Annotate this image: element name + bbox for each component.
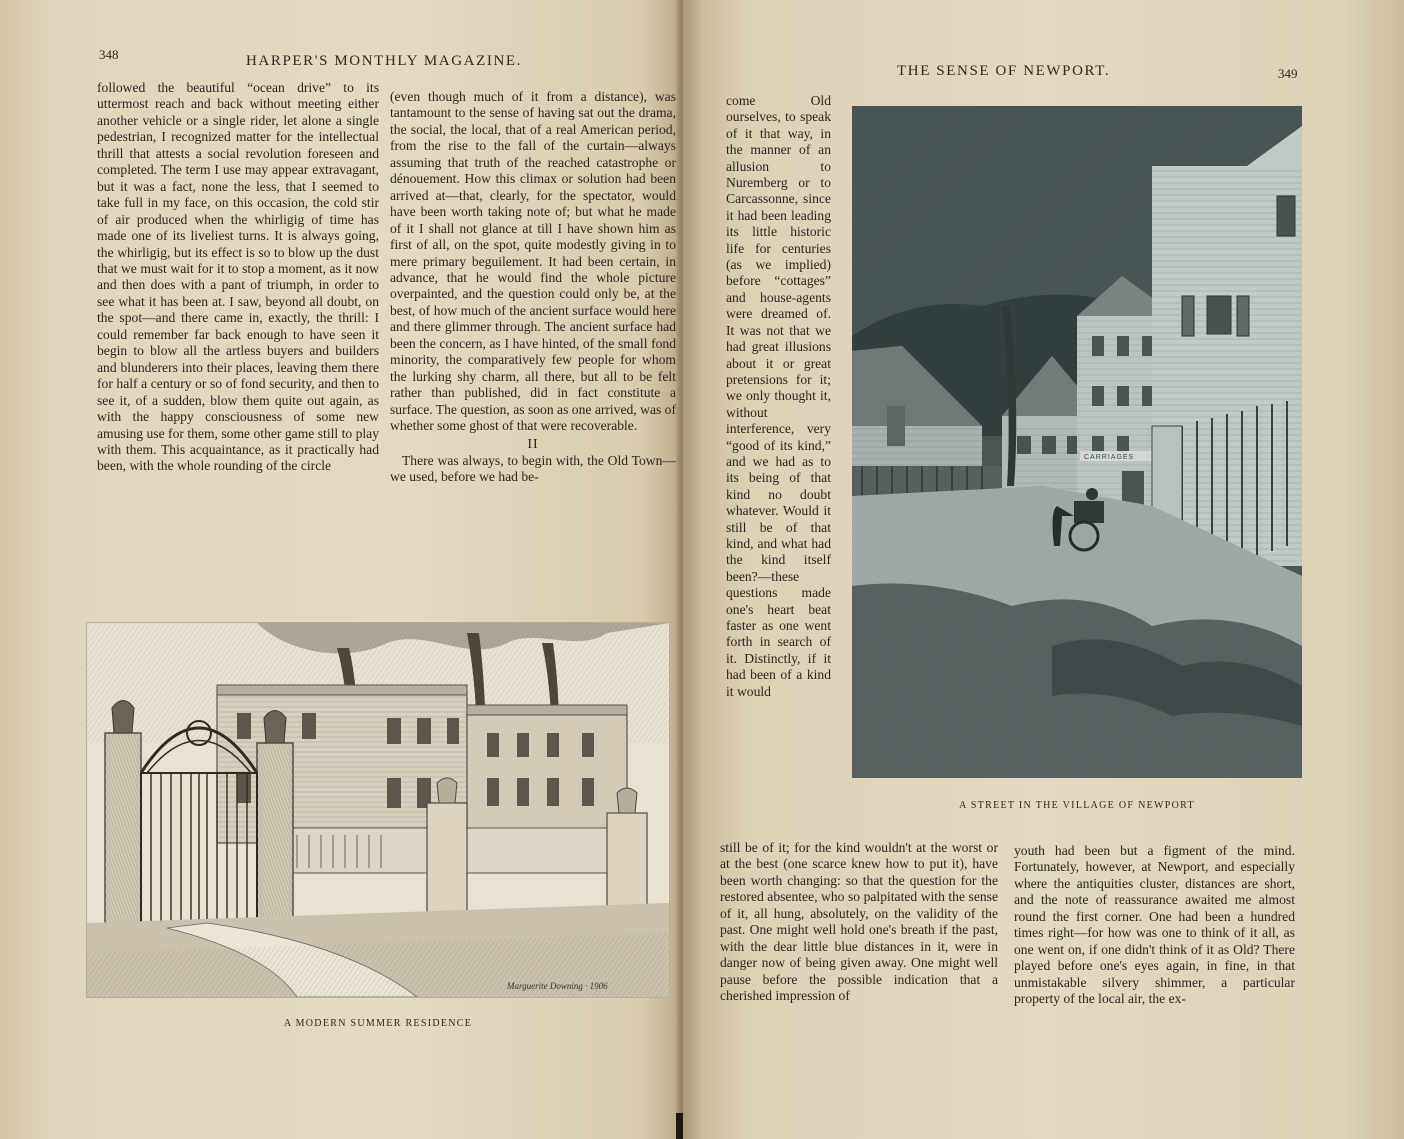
left-page: [0, 0, 683, 1139]
paragraph: followed the beautiful “ocean drive” to its uttermost reach and back without meeting either another vehicle or a single rider, let alone a single pedestrian, I recognized matter for the intellectual thrill that attests a social revolution foreseen and completed. The term I use may appear extravagant, but it was a fact, none the less, that I seemed to take full in my face, on this occasion, the cold stir of air produced when the whirligig of time has made one of its liveliest turns. It is always going, the whirligig, but its effect is so to blow up the dust that we must wait for it to stop a moment, as it now and then does with a pant of triumph, in order to see what it has been at. I saw, beyond all doubt, on the spot—and there came in, exactly, the thrill: I could remember far back enough to have seen it begin to blow all the artless buyers and builders and blunderers into their places, leaving them there for half a century or so of fond security, and then to see it, of a sudden, blow them quite out again, as with the happy consciousness of some new amusing use for them, some other game still to play with them. This acquaintance, as it practically had been, with the whole rounding of the circle: [97, 80, 379, 474]
paragraph: still be of it; for the kind wouldn't at the worst or at the best (one scarce knew how to put it), have been worth changing: so that the question for the restored absentee, who so palpitated with the sense of it, all hung, absolutely, on the validity of the past. One might well hold one's breath if the past, with the dear little blue distances in it, were in danger now of being given away. One might well pause before the possible indication that a cherished impression of: [720, 840, 998, 1004]
page-number-left: 348: [99, 47, 119, 62]
page-number-right: 349: [1278, 66, 1298, 81]
paragraph: come Old ourselves, to speak of it that way, in the manner of an allusion to Nuremberg or to Carcassonne, since it had been leading its little historic life for centuries (as we implied) before “cottages” and house-agents were dreamed of. It was not that we had great illusions about it or great pretensions for it; we only thought it, without interference, very “good of its kind,” and we had as to its being of that kind no doubt whatever. Would it still be of that kind, and what had the kind itself been?—these questions made one's heart beat faster as one went forth in search of it. Distinctly, if it had been of a kind it would: [726, 93, 831, 699]
caption-summer-residence: A MODERN SUMMER RESIDENCE: [283, 1018, 473, 1029]
right-column-2: [1014, 843, 1295, 1008]
artist-signature: Marguerite Downing · 1906: [507, 981, 608, 991]
engraving-village-street: [852, 106, 1302, 778]
running-head-right: THE SENSE OF NEWPORT.: [897, 63, 1111, 79]
left-column-2: [390, 89, 676, 486]
carriages-sign: CARRIAGES: [1084, 454, 1135, 461]
left-column-1: [97, 80, 379, 475]
paragraph: There was always, to begin with, the Old Town—we used, before we had be-: [390, 452, 676, 485]
running-head-left: HARPER'S MONTHLY MAGAZINE.: [246, 53, 522, 69]
plate-summer-residence: [86, 622, 670, 998]
right-narrow-column: [726, 93, 831, 700]
right-column-1: [720, 840, 998, 1005]
paragraph: (even though much of it from a distance), was tantamount to the sense of having sat out the drama, the social, the local, that of a real American period, from the rise to the fall of the curtain—always assuming that truth of the reached catastrophe or dénouement. How this climax or solution had been arrived at—that, clearly, for the spectator, would have been worth taking note of; but what he made of it I shall not glance at till I have shown him as first of all, on the spot, quite modestly giving in to mere primary beguilement. It had been certain, in advance, that he would find the whole picture overpainted, and the question could only be, at the best, of how much of the ancient surface would here and there glimmer through. The ancient surface had been the concern, as I have hinted, of the small fond minority, the comparatively few people for whom the lurking shy charm, all there, but all to be felt rather than published, did in fact constitute a surface. The question, as soon as one arrived, was of whether some ghost of that were recoverable.: [390, 89, 676, 434]
caption-village-street: A STREET IN THE VILLAGE OF NEWPORT: [959, 800, 1195, 811]
paragraph: youth had been but a figment of the mind. Fortunately, however, at Newport, and especially where the antiquities cluster, distances are short, and the note of reassurance awaited me almost round the first corner. One had been a hundred times right—for how was one to think of it all, as one went on, if one didn't think of it as Old? There played before one's eyes again, in fine, in that unmistakable silvery shimmer, a particular property of the local air, the ex-: [1014, 843, 1295, 1007]
engraving-summer-residence: [87, 623, 669, 997]
plate-village-street: [852, 106, 1302, 778]
section-number: II: [527, 436, 539, 452]
